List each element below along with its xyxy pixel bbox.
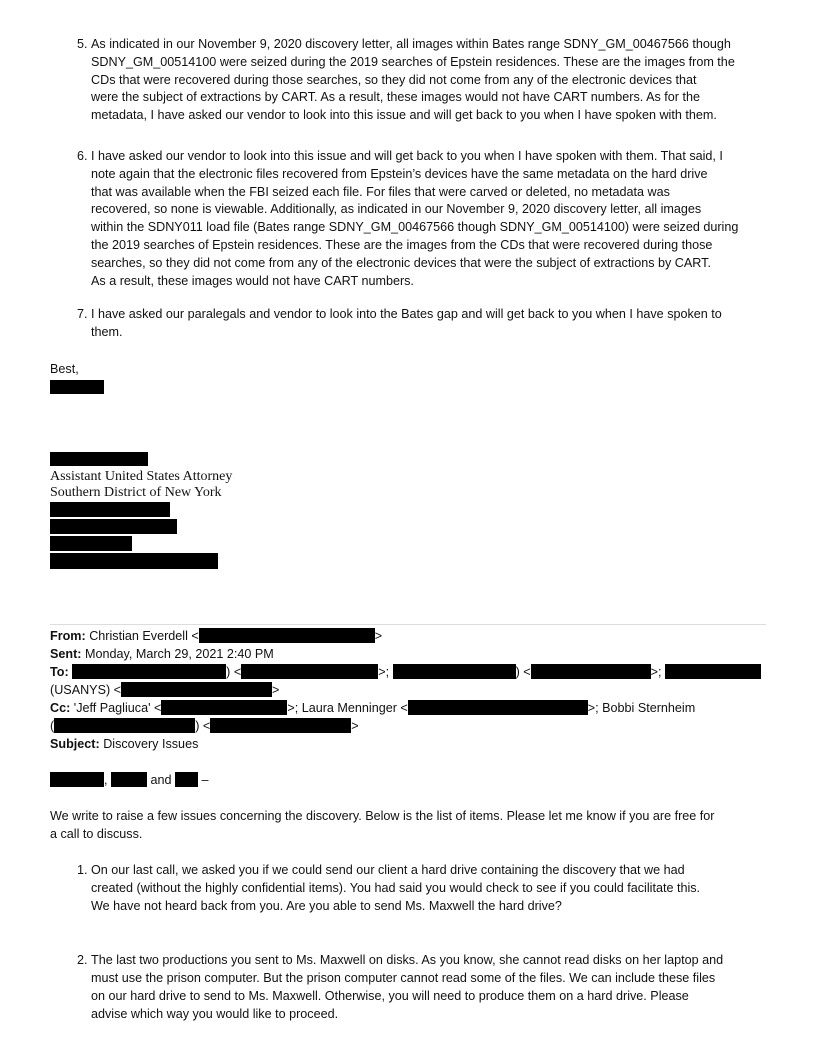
redaction bbox=[50, 553, 218, 569]
redaction bbox=[175, 772, 198, 787]
list-item-text: within the SDNY011 load file (Bates range SDNY_GM_00467566 though SDNY_GM_00514100) were seized during bbox=[91, 220, 739, 235]
sent-label: Sent: bbox=[50, 647, 82, 661]
list-item-text: that was available when the FBI seized each file. For files that were carved or deleted, no metadata was bbox=[91, 184, 670, 199]
signature-title: Assistant United States Attorney bbox=[50, 469, 233, 484]
paragraph-line: We write to raise a few issues concerning the discovery. Below is the list of items. Please let me know if you are free for bbox=[50, 809, 715, 823]
sent-value: Monday, March 29, 2021 2:40 PM bbox=[84, 647, 274, 661]
list-item-text: We have not heard back from you. Are you able to send Ms. Maxwell the hard drive? bbox=[91, 899, 562, 913]
list-item-text: I have asked our vendor to look into this issue and will get back to you when I have spoken with them. That said, I bbox=[91, 149, 723, 163]
redaction bbox=[121, 682, 272, 697]
redaction bbox=[72, 664, 226, 679]
redaction bbox=[50, 452, 148, 466]
list-number: 5. bbox=[77, 37, 88, 51]
list-item-text: As indicated in our November 9, 2020 discovery letter, all images within Bates range SDNY_GM_00467566 though bbox=[91, 37, 731, 51]
cc-value: >; Bobbi Sternheim bbox=[587, 701, 696, 715]
list-item-text: searches, so they did not come from any of the electronic devices that were the subject of extractions by CART. bbox=[91, 255, 711, 270]
divider bbox=[50, 624, 766, 625]
list-item-text: SDNY_GM_00514100 were seized during the 2019 searches of Epstein residences. These are the images from the bbox=[91, 54, 735, 69]
list-item-text: The last two productions you sent to Ms. Maxwell on disks. As you know, she cannot read disks on her laptop and bbox=[91, 953, 724, 967]
list-item-text: must use the prison computer. But the prison computer cannot read some of the files. We can include these files bbox=[91, 971, 716, 985]
document-page: 5. As indicated in our November 9, 2020 discovery letter, all images within Bates range SDNY_GM_00467566 though SDNY_GM_00514100 were seized during the 2019 searches of Epstein residences. These are the images from the CDs that were recovered during those searches, so they did not come from any of the electronic devices that were the subject of extractions by CART. As a result, these images would not have CART numbers. As for the metadata, I have asked our vendor to look into this issue and will get back to you when I have spoken with them. 6. I have asked our vendor to look into this issue and will get back to you when I have spoken with them. That said, I note again that the electronic files recovered from Epstein’s devices have the same metadata on the hard drive that was available when the FBI seized each file. For files that were carved or deleted, no metadata was recovered, so none is viewable. Additionally, as indicated in our November 9, 2020 discovery letter, all images within the SDNY011 load file (Bates range SDNY_GM_00467566 though SDNY_GM_00514100) were seized during the 2019 searches of Epstein residences. These are the images from the CDs that were recovered during those searches, so they did not come from any of the electronic devices that were the subject of extractions by CART. As a result, these images would not have CART numbers. 7. I have asked our paralegals and vendor to look into the Bates gap and will get back to you when I have spoken to them. Best, Assistant United States Attorney Southern District of New York From: Christian Everdell < > Sent: Monday, March 29, 2021 2:40 PM To: ) < >; ) < >; (USANYS) < > Cc: 'Jeff Pagliuca' < >; Laura Menninger < >; Bobbi Sternheim ( ) < > Subject: Discovery Issues , and – We write to raise a few issues concerning the discovery. Below is the list of items. Please let me know if you are free for a call to discuss. 1. On our last call, we asked you if we could send our client a hard drive containing the discovery that we had created (without the highly confidential items). You had said you would check to see if you could facilitate this. We have not heard back from you. Are you able to send Ms. Maxwell the hard drive? 2. The last two productions you sent to Ms. Maxwell on disks. As you know, she cannot read disks on her laptop and must use the prison computer. But the prison computer cannot read some of the files. We can include these files on our hard drive to send to Ms. Maxwell. Otherwise, you will need to produce them on a hard drive. Please advise which way you would like to proceed. bbox=[0, 0, 816, 1056]
redaction bbox=[531, 664, 651, 679]
redaction bbox=[199, 628, 375, 643]
redaction bbox=[50, 519, 177, 534]
redaction bbox=[161, 700, 287, 715]
list-item-text: metadata, I have asked our vendor to look into this issue and will get back to you when I have spoken with them. bbox=[91, 108, 717, 123]
list-item-text: CDs that were recovered during those searches, so they did not come from any of the electronic devices that bbox=[91, 72, 697, 87]
signature-office: Southern District of New York bbox=[50, 485, 222, 500]
greeting: , and – bbox=[50, 771, 209, 789]
cc-value: 'Jeff Pagliuca' < bbox=[73, 701, 162, 715]
redaction bbox=[50, 380, 104, 394]
from-label: From: bbox=[50, 629, 86, 643]
from-value: Christian Everdell < bbox=[89, 629, 199, 643]
list-item-text: on our hard drive to send to Ms. Maxwell. Otherwise, you will need to produce them on a hard drive. Please bbox=[91, 989, 689, 1003]
list-item-text: the 2019 searches of Epstein residences. These are the images from the CDs that were recovered during those bbox=[91, 238, 713, 252]
list-item-text: On our last call, we asked you if we could send our client a hard drive containing the discovery that we had bbox=[91, 863, 685, 877]
list-item-text: I have asked our paralegals and vendor to look into the Bates gap and will get back to you when I have spoken to bbox=[91, 307, 722, 321]
redaction bbox=[408, 700, 588, 715]
to-value: (USANYS) < bbox=[50, 683, 122, 697]
redaction bbox=[393, 664, 516, 679]
list-item-text: recovered, so none is viewable. Additionally, as indicated in our November 9, 2020 discovery letter, all images bbox=[91, 202, 702, 217]
cc-label: Cc: bbox=[50, 701, 71, 715]
closing: Best, bbox=[50, 362, 79, 376]
list-item-text: them. bbox=[91, 324, 123, 339]
list-item-text: created (without the highly confidential items). You had said you would check to see if you could facilitate this. bbox=[91, 881, 701, 895]
list-number: 2. bbox=[77, 953, 88, 967]
list-number: 1. bbox=[77, 863, 88, 877]
list-number: 7. bbox=[77, 307, 88, 321]
list-number: 6. bbox=[77, 149, 88, 163]
redaction bbox=[111, 772, 147, 787]
redaction bbox=[665, 664, 761, 679]
cc-value: >; Laura Menninger < bbox=[287, 701, 408, 715]
list-item-text: As a result, these images would not have CART numbers. bbox=[91, 273, 414, 288]
redaction bbox=[50, 536, 132, 551]
list-item-text: were the subject of extractions by CART. As a result, these images would not have CART numbers. As for the bbox=[91, 90, 700, 105]
list-item-text: note again that the electronic files recovered from Epstein’s devices have the same metadata on the hard drive bbox=[91, 166, 708, 181]
redaction bbox=[50, 772, 104, 787]
redaction bbox=[241, 664, 378, 679]
redaction bbox=[54, 718, 195, 733]
to-label: To: bbox=[50, 665, 69, 679]
subject-label: Subject: bbox=[50, 737, 100, 751]
list-item-text: advise which way you would like to proceed. bbox=[91, 1007, 339, 1021]
paragraph-line: a call to discuss. bbox=[50, 827, 143, 841]
redaction bbox=[210, 718, 351, 733]
redaction bbox=[50, 502, 170, 517]
subject-value: Discovery Issues bbox=[103, 737, 199, 751]
